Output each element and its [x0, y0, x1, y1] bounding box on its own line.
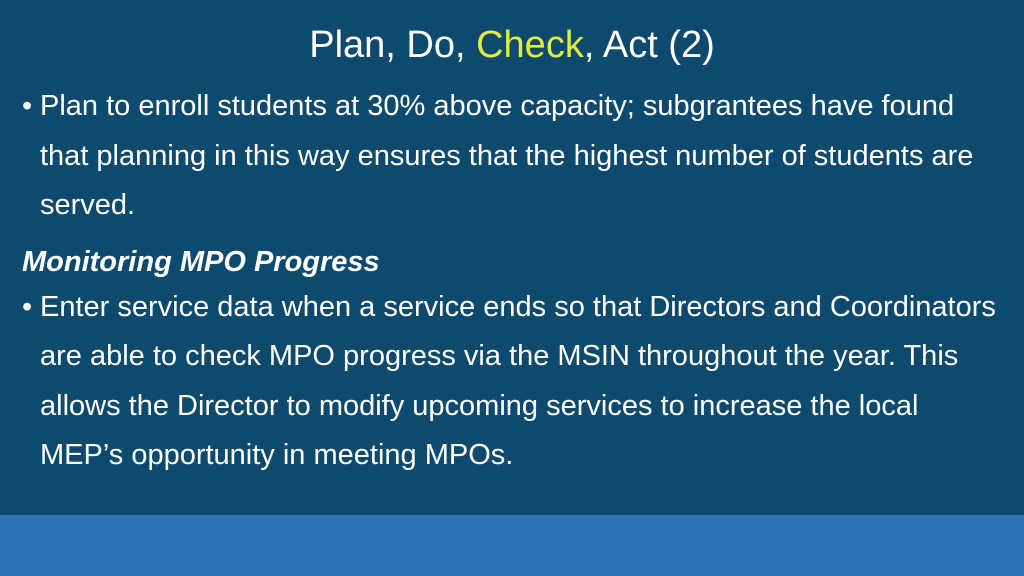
title-part-2: , Act (2) — [583, 24, 715, 66]
bullet-marker: • — [22, 290, 33, 323]
bottom-accent-band — [0, 515, 1024, 576]
bullet-service-data — [22, 283, 1002, 481]
slide-title — [0, 22, 1024, 68]
section-heading: Monitoring MPO Progress — [22, 245, 380, 278]
title-highlight: Check — [476, 24, 584, 66]
bullet-enrollment-plan — [22, 82, 1002, 231]
bullet-text: Plan to enroll students at 30% above capacity; subgrantees have found that planning in this way ensures that the highest number of students are served. — [40, 90, 974, 221]
slide-body — [22, 82, 1002, 481]
bullet-marker: • — [22, 90, 33, 122]
bullet-text: Enter service data when a service ends so that Directors and Coordinators are able to check MPO progress via the MSIN throughout the year. This allows the Director to modify upcoming services to increase the local MEP’s opportunity in meeting MPOs. — [40, 290, 996, 471]
title-part-1: Plan, Do, — [309, 24, 477, 66]
